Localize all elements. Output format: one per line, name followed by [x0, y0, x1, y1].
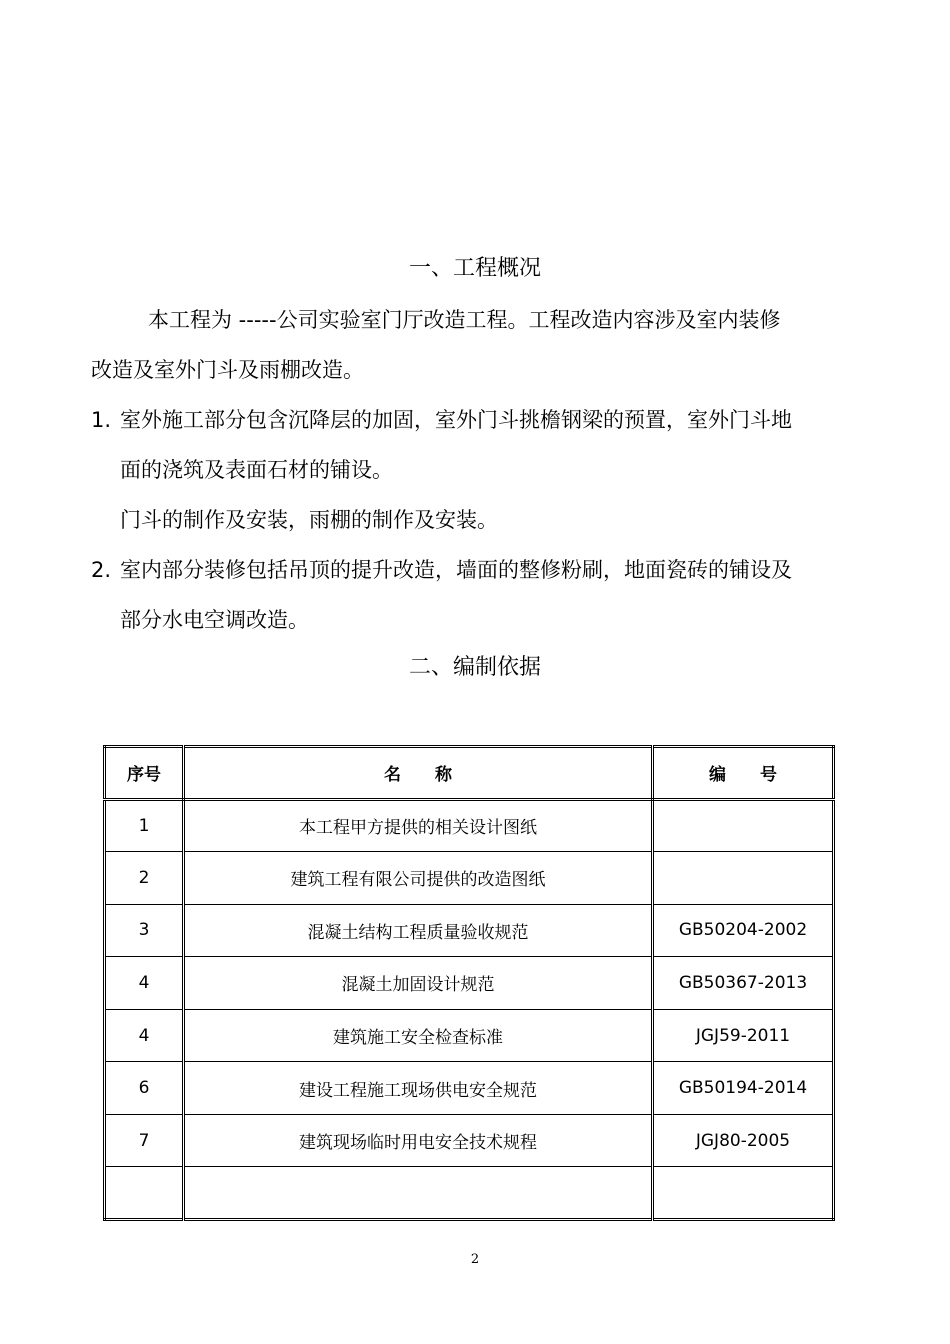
page-number: 2	[470, 1252, 480, 1267]
table-row	[105, 904, 834, 957]
header-code: 编 号	[653, 747, 834, 800]
item-1-line-2: 面的浇筑及表面石材的铺设。	[120, 458, 393, 482]
row-name: 建筑施工安全检查标准	[184, 1009, 653, 1062]
row-no: 6	[105, 1062, 184, 1115]
item-1-line-1: 室外施工部分包含沉降层的加固，室外门斗挑檐钢梁的预置，室外门斗地	[120, 408, 792, 432]
table-row	[105, 1009, 834, 1062]
row-code: JGJ80-2005	[653, 1114, 834, 1167]
table-header-row	[105, 747, 834, 800]
section-title-basis: 二、编制依据	[408, 655, 541, 680]
item-2-line-1: 室内部分装修包括吊顶的提升改造，墙面的整修粉刷，地面瓷砖的铺设及	[120, 558, 792, 582]
table-row	[105, 799, 834, 852]
row-code: GB50204-2002	[653, 904, 834, 957]
item-1-line-3: 门斗的制作及安装，雨棚的制作及安装。	[120, 508, 498, 532]
row-no: 3	[105, 904, 184, 957]
basis-table	[103, 745, 835, 1221]
table-row	[105, 852, 834, 905]
row-code: JGJ59-2011	[653, 1009, 834, 1062]
row-no: 4	[105, 1009, 184, 1062]
row-name: 建筑现场临时用电安全技术规程	[184, 1114, 653, 1167]
section-title-overview: 一、工程概况	[408, 256, 541, 281]
header-no: 序号	[105, 747, 184, 800]
item-1-number: 1.	[91, 408, 112, 432]
row-name: 建设工程施工现场供电安全规范	[184, 1062, 653, 1115]
row-code: GB50367-2013	[653, 957, 834, 1010]
intro-line-2: 改造及室外门斗及雨棚改造。	[91, 358, 364, 382]
table-row	[105, 1114, 834, 1167]
intro-line-1: 本工程为 -----公司实验室门厅改造工程。工程改造内容涉及室内装修	[148, 308, 781, 332]
row-name: 本工程甲方提供的相关设计图纸	[184, 799, 653, 852]
row-no: 4	[105, 957, 184, 1010]
row-code: GB50194-2014	[653, 1062, 834, 1115]
table-row	[105, 1062, 834, 1115]
row-no: 7	[105, 1114, 184, 1167]
item-2-line-2: 部分水电空调改造。	[120, 608, 309, 632]
row-code	[653, 1167, 834, 1220]
table-row	[105, 1167, 834, 1220]
row-name: 混凝土结构工程质量验收规范	[184, 904, 653, 957]
header-name: 名 称	[184, 747, 653, 800]
row-no: 1	[105, 799, 184, 852]
row-name: 混凝土加固设计规范	[184, 957, 653, 1010]
row-no	[105, 1167, 184, 1220]
row-name	[184, 1167, 653, 1220]
table-row	[105, 957, 834, 1010]
item-2-number: 2.	[91, 558, 112, 582]
row-no: 2	[105, 852, 184, 905]
row-name: 建筑工程有限公司提供的改造图纸	[184, 852, 653, 905]
row-code	[653, 852, 834, 905]
row-code	[653, 799, 834, 852]
